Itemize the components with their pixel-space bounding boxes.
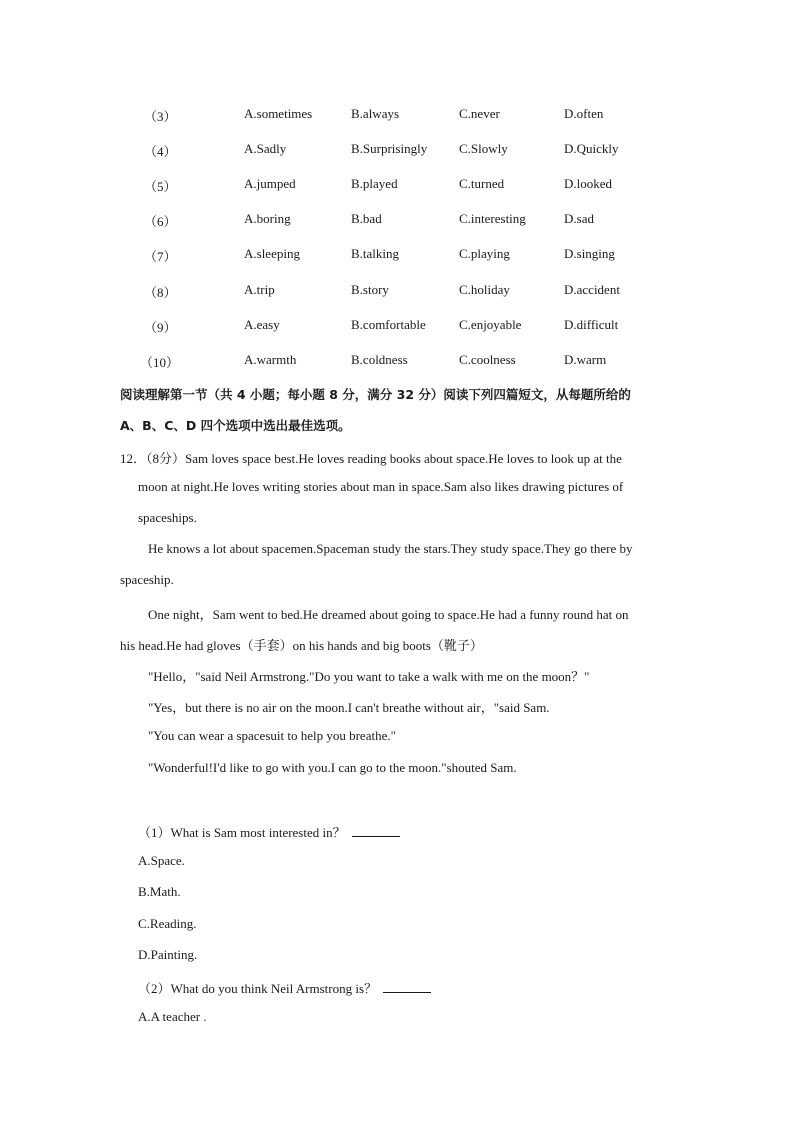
option-b: B.comfortable [351, 317, 426, 332]
question-number: （8） [144, 285, 177, 300]
question-1-option-a: A.Space. [138, 853, 185, 868]
option-a: A.trip [244, 282, 275, 297]
question-1-option-b: B.Math. [138, 884, 181, 899]
answer-blank [352, 826, 400, 837]
option-row [0, 176, 794, 196]
dialogue-line-3: "You can wear a spacesuit to help you breathe." [148, 728, 396, 743]
option-c: C.coolness [459, 352, 516, 367]
question-number: （10） [140, 355, 180, 370]
option-a: A.easy [244, 317, 280, 332]
option-b: B.always [351, 106, 400, 121]
question-number: （9） [144, 320, 177, 335]
option-row [0, 352, 794, 372]
option-row [0, 282, 794, 302]
question-1-option-c: C.Reading. [138, 916, 197, 931]
question-2-option-a: A.A teacher . [138, 1009, 207, 1024]
option-a: A.warmth [244, 352, 297, 367]
answer-blank [383, 982, 431, 993]
passage-p1-line1 [120, 448, 622, 467]
passage-p3-line1: One night，Sam went to bed.He dreamed about going to space.He had a funny round hat on [148, 607, 629, 622]
option-a: A.boring [244, 211, 291, 226]
option-a: A.sleeping [244, 246, 300, 261]
option-b: B.played [351, 176, 398, 191]
question-1-option-d: D.Painting. [138, 947, 198, 962]
dialogue-line-4: "Wonderful!I'd like to go with you.I can go to the moon."shouted Sam. [148, 760, 517, 775]
question-number: （6） [144, 214, 177, 229]
question-2-text: （2）What do you think Neil Armstrong is？ [138, 981, 378, 996]
option-row [0, 106, 794, 126]
passage-text: Sam loves space best.He loves reading books about space.He loves to look up at the [185, 451, 622, 466]
question-label: 12．（8分） [120, 451, 186, 466]
option-d: D.warm [564, 352, 607, 367]
option-c: C.turned [459, 176, 505, 191]
passage-p2-line2: spaceship. [120, 572, 174, 587]
option-row [0, 211, 794, 231]
option-b: B.talking [351, 246, 400, 261]
dialogue-line-1: "Hello，"said Neil Armstrong."Do you want to take a walk with me on the moon？" [148, 669, 590, 684]
option-c: C.enjoyable [459, 317, 522, 332]
dialogue-line-2: "Yes，but there is no air on the moon.I can't breathe without air，"said Sam. [148, 700, 550, 715]
option-a: A.sometimes [244, 106, 313, 121]
option-d: D.looked [564, 176, 613, 191]
option-b: B.coldness [351, 352, 408, 367]
option-d: D.often [564, 106, 604, 121]
option-d: D.Quickly [564, 141, 619, 156]
option-b: B.Surprisingly [351, 141, 428, 156]
passage-p1-line3: spaceships. [138, 510, 197, 525]
option-row [0, 317, 794, 337]
question-number: （5） [144, 179, 177, 194]
option-a: A.jumped [244, 176, 296, 191]
option-c: C.holiday [459, 282, 510, 297]
question-number: （7） [144, 249, 177, 264]
question-1 [138, 822, 400, 841]
question-number: （4） [144, 144, 177, 159]
option-c: C.playing [459, 246, 510, 261]
option-d: D.difficult [564, 317, 619, 332]
option-d: D.accident [564, 282, 620, 297]
question-2 [138, 978, 431, 997]
option-row [0, 246, 794, 266]
option-c: C.Slowly [459, 141, 508, 156]
option-d: D.singing [564, 246, 615, 261]
question-number: （3） [144, 109, 177, 124]
option-b: B.bad [351, 211, 382, 226]
section-heading-line1: 阅读理解第一节（共 4 小题；每小题 8 分，满分 32 分）阅读下列四篇短文，从每题所给的 [120, 387, 631, 402]
question-1-text: （1）What is Sam most interested in？ [138, 825, 346, 840]
passage-p3-line2: his head.He had gloves（手套）on his hands and big boots（靴子） [120, 638, 483, 653]
passage-p2-line1: He knows a lot about spacemen.Spaceman study the stars.They study space.They go there by [148, 541, 633, 556]
option-d: D.sad [564, 211, 594, 226]
option-a: A.Sadly [244, 141, 287, 156]
option-c: C.never [459, 106, 500, 121]
option-row [0, 141, 794, 161]
section-heading-line2: A、B、C、D 四个选项中选出最佳选项。 [120, 418, 351, 433]
passage-p1-line2: moon at night.He loves writing stories about man in space.Sam also likes drawing pictures of [138, 479, 624, 494]
option-b: B.story [351, 282, 389, 297]
option-c: C.interesting [459, 211, 526, 226]
